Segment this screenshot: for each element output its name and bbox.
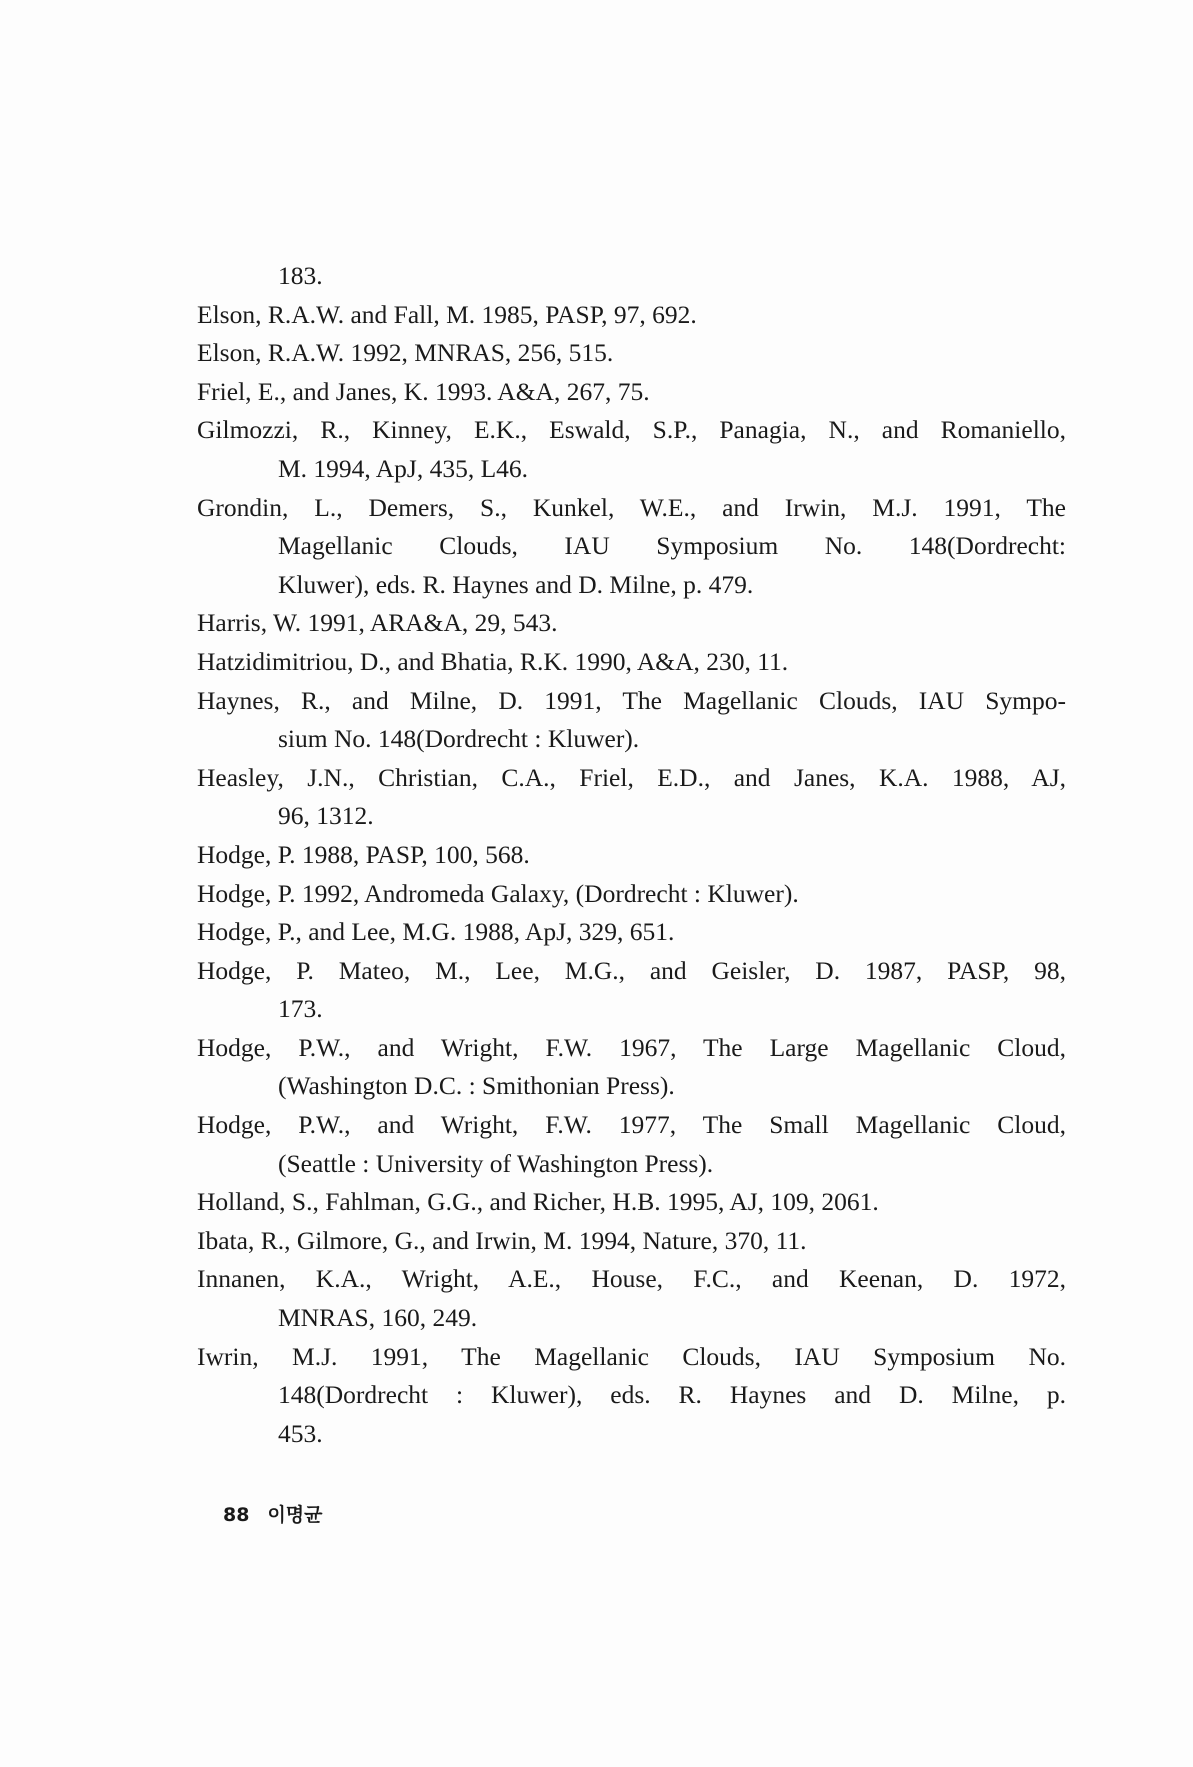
page-footer — [223, 1500, 341, 1527]
reference-line: Hodge, P. Mateo, M., Lee, M.G., and Geisler, D. 1987, PASP, 98, — [197, 955, 1066, 985]
reference-line: Hodge, P.W., and Wright, F.W. 1977, The Small Magellanic Cloud, — [197, 1110, 1066, 1140]
running-author: 이명균 — [267, 1504, 323, 1526]
reference-line: M. 1994, ApJ, 435, L46. — [278, 453, 529, 483]
reference-entry — [197, 1106, 1066, 1183]
reference-entry — [197, 489, 1066, 605]
reference-line: (Seattle : University of Washington Press). — [278, 1148, 714, 1178]
reference-entry — [197, 411, 1066, 488]
reference-line: Gilmozzi, R., Kinney, E.K., Eswald, S.P., Panagia, N., and Romaniello, — [197, 415, 1066, 445]
reference-line: Ibata, R., Gilmore, G., and Irwin, M. 1994, Nature, 370, 11. — [197, 1225, 807, 1255]
reference-line: 96, 1312. — [278, 801, 374, 831]
reference-entry — [197, 1260, 1066, 1337]
reference-list — [197, 257, 1066, 1453]
reference-entry — [197, 1029, 1066, 1106]
reference-entry — [197, 836, 1066, 875]
reference-entry — [197, 604, 1066, 643]
reference-entry — [197, 682, 1066, 759]
reference-entry — [197, 913, 1066, 952]
reference-line: 148(Dordrecht : Kluwer), eds. R. Haynes and D. Milne, p. — [278, 1380, 1066, 1410]
reference-line: Friel, E., and Janes, K. 1993. A&A, 267, 75. — [197, 376, 650, 406]
reference-entry — [197, 643, 1066, 682]
reference-entry — [197, 1183, 1066, 1222]
reference-line: Elson, R.A.W. 1992, MNRAS, 256, 515. — [197, 338, 614, 368]
reference-line: Haynes, R., and Milne, D. 1991, The Magellanic Clouds, IAU Sympo- — [197, 685, 1066, 715]
reference-line: Kluwer), eds. R. Haynes and D. Milne, p. 479. — [278, 569, 754, 599]
reference-entry — [197, 759, 1066, 836]
reference-line: Iwrin, M.J. 1991, The Magellanic Clouds, IAU Symposium No. — [197, 1341, 1066, 1371]
reference-line: Hatzidimitriou, D., and Bhatia, R.K. 1990, A&A, 230, 11. — [197, 646, 789, 676]
reference-line: Heasley, J.N., Christian, C.A., Friel, E.D., and Janes, K.A. 1988, AJ, — [197, 762, 1066, 792]
reference-line: Hodge, P., and Lee, M.G. 1988, ApJ, 329, 651. — [197, 917, 675, 947]
reference-entry — [197, 296, 1066, 335]
reference-line: Grondin, L., Demers, S., Kunkel, W.E., and Irwin, M.J. 1991, The — [197, 492, 1066, 522]
page-number: 88 — [223, 1504, 250, 1526]
reference-line: Elson, R.A.W. and Fall, M. 1985, PASP, 97, 692. — [197, 299, 697, 329]
reference-line: Hodge, P. 1992, Andromeda Galaxy, (Dordrecht : Kluwer). — [197, 878, 799, 908]
reference-entry — [197, 952, 1066, 1029]
reference-line: 453. — [278, 1418, 323, 1448]
reference-line: MNRAS, 160, 249. — [278, 1303, 478, 1333]
reference-entry — [197, 334, 1066, 373]
reference-line: Magellanic Clouds, IAU Symposium No. 148(Dordrecht: — [278, 531, 1066, 561]
reference-entry — [197, 1338, 1066, 1454]
reference-line: 183. — [278, 261, 323, 290]
reference-line: sium No. 148(Dordrecht : Kluwer). — [278, 724, 640, 754]
reference-line: Hodge, P.W., and Wright, F.W. 1967, The Large Magellanic Cloud, — [197, 1032, 1066, 1062]
reference-line: Holland, S., Fahlman, G.G., and Richer, H.B. 1995, AJ, 109, 2061. — [197, 1187, 879, 1217]
reference-line: Harris, W. 1991, ARA&A, 29, 543. — [197, 608, 558, 638]
reference-entry — [197, 875, 1066, 914]
reference-entry — [197, 373, 1066, 412]
reference-line: Hodge, P. 1988, PASP, 100, 568. — [197, 839, 530, 869]
reference-line: (Washington D.C. : Smithonian Press). — [278, 1071, 675, 1101]
reference-line: Innanen, K.A., Wright, A.E., House, F.C., and Keenan, D. 1972, — [197, 1264, 1066, 1294]
reference-entry — [197, 257, 1066, 296]
reference-entry — [197, 1222, 1066, 1261]
reference-line: 173. — [278, 994, 323, 1024]
